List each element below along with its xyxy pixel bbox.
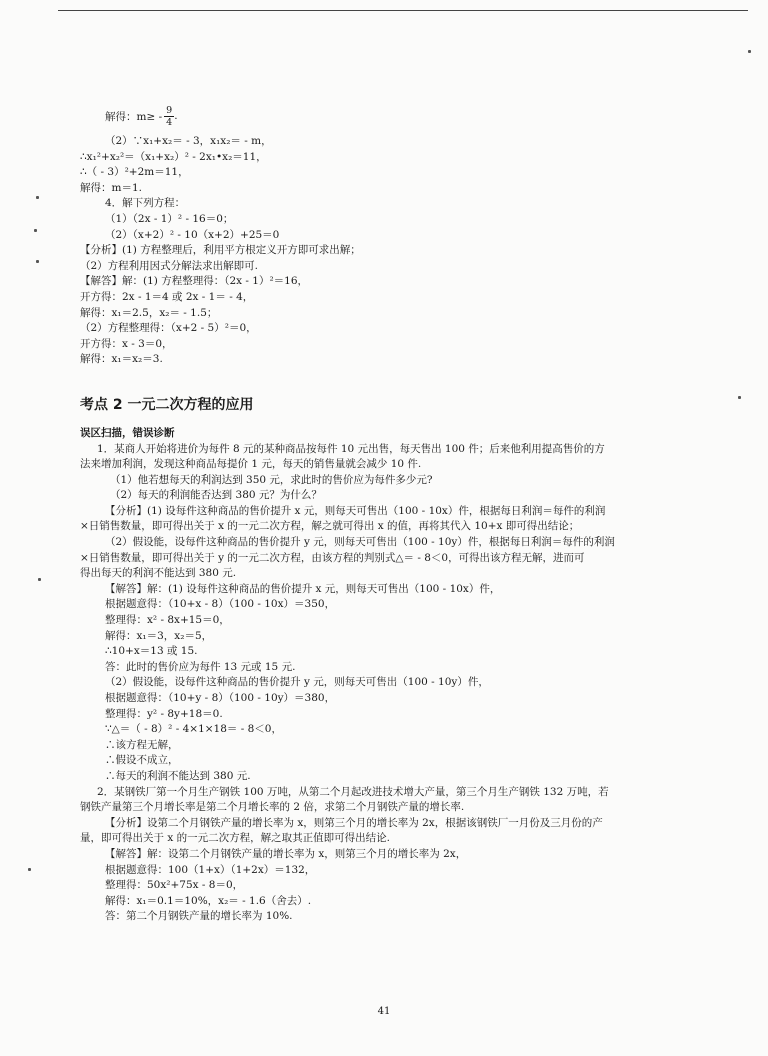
text-line: （2）方程利用因式分解法求出解即可. (80, 259, 259, 272)
text-line: 答：第二个月钢铁产量的增长率为 10%. (105, 910, 293, 923)
text-line: 得出每天的利润不能达到 380 元. (80, 567, 237, 580)
text-line: ∵△＝（ - 8）² - 4×1×18＝ - 8＜0， (105, 723, 282, 736)
text-line: ∴该方程无解， (105, 738, 179, 751)
text-line: 解得：x₁＝x₂＝3. (80, 353, 163, 366)
document-page (80, 98, 680, 925)
text-line: ×日销售数量，即可得出关于 x 的一元二次方程，解之就可得出 x 的值，再将其代入 10+x 即可得出结论； (80, 520, 580, 533)
previous-solution-block (80, 134, 680, 368)
text-line: 法来增加利润，发现这种商品每提价 1 元，每天的销售量就会减少 10 件. (80, 458, 422, 471)
scan-mark (748, 50, 751, 53)
text-line: 根据题意得：（10+x - 8）（100 - 10x）＝350， (105, 598, 336, 611)
section-title: 考点 2 一元二次方程的应用 (80, 396, 254, 413)
text-line: ∴10+x＝13 或 15. (105, 645, 198, 658)
text-line: 【解答】解：(1) 方程整理得：（2x - 1）²＝16， (80, 275, 309, 288)
text-line: 根据题意得：（10+y - 8）（100 - 10y）＝380， (105, 692, 336, 704)
fraction-suffix: . (174, 110, 178, 122)
text-line: ∴每天的利润不能达到 380 元. (105, 769, 251, 782)
solution-fraction-line (80, 98, 680, 134)
text-line: 【分析】设第二个月钢铁产量的增长率为 x，则第三个月的增长率为 2x，根据该钢铁厂一月份及三月份的产 (105, 816, 603, 829)
fraction-prefix: 解得：m≥ - (105, 110, 163, 123)
scan-mark (38, 578, 41, 581)
text-line: （1）（2x - 1）² - 16＝0； (105, 212, 234, 225)
text-line: 整理得：x² - 8x+15＝0， (105, 614, 230, 627)
scan-mark (738, 396, 741, 399)
text-line: （2）假设能，设每件这种商品的售价提升 y 元，则每天可售出（100 - 10y）件，根据每日利润＝每件的利润 (105, 536, 615, 549)
application-problems-block (80, 442, 680, 925)
text-line: 解得：x₁＝3，x₂＝5， (105, 629, 213, 642)
text-line: 开方得：2x - 1＝4 或 2x - 1＝ - 4， (80, 290, 254, 303)
text-line: 答：此时的售价应为每件 13 元或 15 元. (105, 660, 296, 673)
text-line: 【分析】(1) 方程整理后，利用平方根定义开方即可求出解； (80, 244, 361, 257)
fraction-denominator: 4 (166, 116, 173, 128)
text-line: （2）∵x₁+x₂＝ - 3，x₁x₂＝ - m， (105, 135, 272, 147)
text-line: 解得：x₁＝0.1＝10%，x₂＝ - 1.6（舍去）. (105, 894, 312, 907)
text-line: 【解答】解：(1) 设每件这种商品的售价提升 x 元，则每天可售出（100 - 10x）件， (105, 582, 501, 595)
text-line: ∴（ - 3）²+2m＝11， (80, 166, 189, 179)
text-line: ∴假设不成立， (105, 754, 179, 767)
text-line: （2）（x+2）² - 10（x+2）+25＝0 (105, 228, 280, 241)
text-line: 4．解下列方程： (105, 197, 186, 210)
text-line: （2）每天的利润能否达到 380 元？为什么？ (110, 489, 322, 502)
fraction (164, 105, 174, 128)
text-line: 1．某商人开始将进价为每件 8 元的某种商品按每件 10 元出售，每天售出 100 件；后来他利用提高售价的方 (97, 442, 605, 455)
text-line: 根据题意得：100（1+x）（1+2x）＝132， (105, 863, 316, 876)
text-line: 2．某钢铁厂第一个月生产钢铁 100 万吨，从第二个月起改进技术增大产量，第三个月生产钢铁 132 万吨，若 (97, 785, 609, 798)
text-line: ∴x₁²+x₂²＝（x₁+x₂）² - 2x₁•x₂＝11， (80, 150, 267, 163)
text-line: 解得：m＝1. (80, 181, 142, 194)
text-line: 整理得：y² - 8y+18＝0. (105, 707, 223, 720)
text-line: （2）方程整理得：（x+2 - 5）²＝0， (80, 322, 257, 335)
scan-mark (28, 868, 31, 871)
text-line: 【分析】(1) 设每件这种商品的售价提升 x 元，则每天可售出（100 - 10x）件，根据每日利润＝每件的利润 (105, 504, 606, 517)
text-line: 整理得：50x²+75x - 8＝0， (105, 879, 244, 892)
text-line: 开方得：x - 3＝0， (80, 337, 173, 350)
top-rule (58, 10, 748, 11)
text-line: 量，即可得出关于 x 的一元二次方程，解之取其正值即可得出结论. (80, 832, 390, 845)
sub-title: 误区扫描，错误诊断 (80, 426, 175, 439)
scan-mark (36, 260, 39, 263)
text-line: （2）假设能，设每件这种商品的售价提升 y 元，则每天可售出（100 - 10y）件， (105, 676, 489, 689)
fraction-numerator: 9 (166, 104, 173, 116)
text-line: （1）他若想每天的利润达到 350 元，求此时的售价应为每件多少元? (110, 473, 433, 486)
text-line: 解得：x₁＝2.5，x₂＝ - 1.5； (80, 306, 218, 319)
text-line: 【解答】解：设第二个月钢铁产量的增长率为 x，则第三个月的增长率为 2x， (105, 847, 467, 860)
text-line: 钢铁产量第三个月增长率是第二个月增长率的 2 倍，求第二个月钢铁产量的增长率. (80, 801, 465, 814)
scan-mark (34, 229, 37, 232)
text-line: ×日销售数量，即可得出关于 y 的一元二次方程，由该方程的判别式△＝ - 8＜0，可得出该方程无解，进而可 (80, 551, 585, 564)
page-number: 41 (377, 1006, 391, 1017)
scan-mark (36, 196, 39, 199)
